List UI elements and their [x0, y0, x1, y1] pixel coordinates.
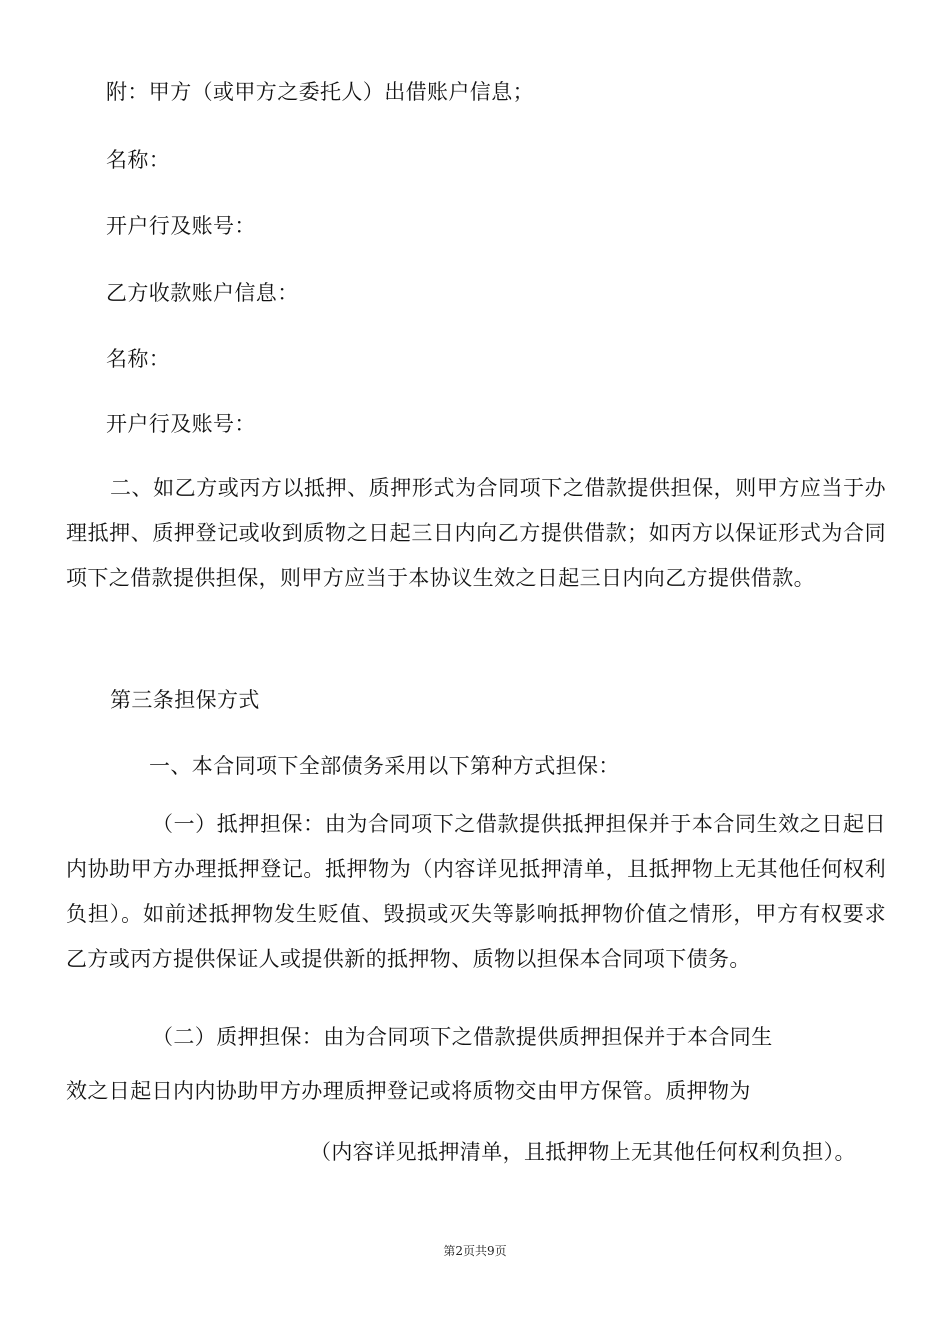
pledge-guarantee-line-1: （二）质押担保：由为合同项下之借款提供质押担保并于本合同生	[152, 1025, 773, 1049]
mortgage-guarantee-paragraph: （一）抵押担保：由为合同项下之借款提供抵押担保并于本合同生效之日起日内协助甲方办理抵押登记。抵押物为（内容详见抵押清单，且抵押物上无其他任何权利负担）。如前述抵押物发生贬值、毁损或灭失等影响抵押物价值之情形，甲方有权要求乙方或丙方提供保证人或提供新的抵押物、质物以担保本合同项下债务。	[66, 812, 886, 971]
article-3-title: 第三条担保方式	[110, 688, 260, 712]
attachment-heading: 附：甲方（或甲方之委托人）出借账户信息；	[106, 80, 534, 104]
page-number: 第2页共9页	[443, 1244, 507, 1258]
borrower-account-heading: 乙方收款账户信息：	[106, 281, 299, 305]
section-2-paragraph: 二、如乙方或丙方以抵押、质押形式为合同项下之借款提供担保，则甲方应当于办理抵押、质押登记或收到质物之日起三日内向乙方提供借款；如丙方以保证形式为合同项下之借款提供担保，则甲方应当于本协议生效之日起三日内向乙方提供借款。	[66, 476, 886, 590]
lender-name-label: 名称：	[106, 148, 171, 172]
pledge-guarantee-line-2: 效之日起日内内协助甲方办理质押登记或将质物交由甲方保管。质押物为	[66, 1079, 751, 1103]
article-3-item-1: 一、本合同项下全部债务采用以下第种方式担保：	[149, 754, 620, 778]
borrower-bank-label: 开户行及账号：	[106, 412, 256, 436]
pledge-guarantee-line-3: （内容详见抵押清单，且抵押物上无其他任何权利负担）。	[310, 1140, 856, 1164]
borrower-name-label: 名称：	[106, 347, 171, 371]
lender-bank-label: 开户行及账号：	[106, 214, 256, 238]
